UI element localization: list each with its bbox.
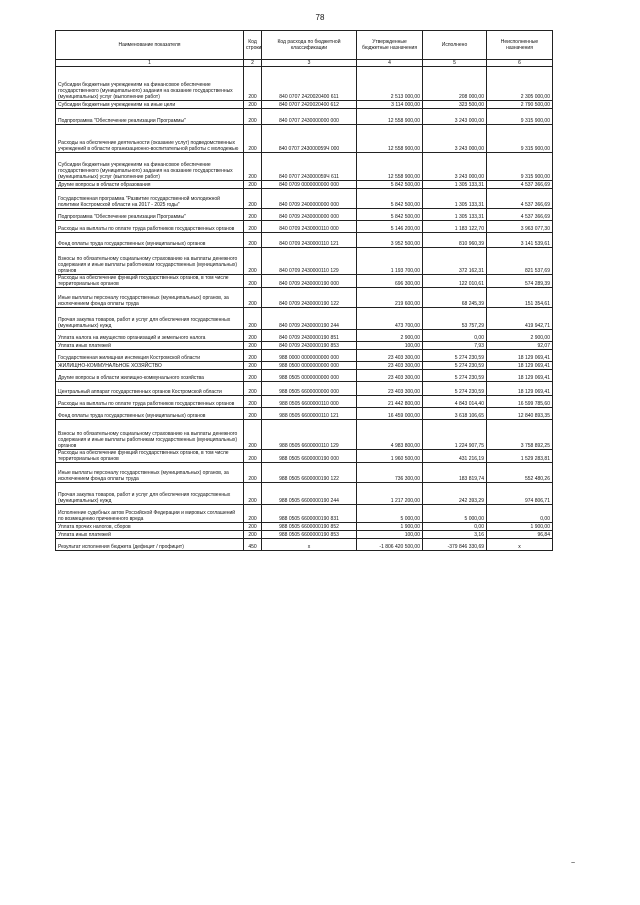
row-name: Расходы на обеспечение функций государственных органов, в том числе территориальных органов (56, 450, 244, 463)
row-approved: 12 558 900,00 (357, 109, 423, 125)
row-executed: 1 224 907,75 (423, 420, 487, 450)
row-executed: 3 243 000,00 (423, 153, 487, 181)
column-number: 4 (357, 60, 423, 67)
row-unexecuted: 4 537 366,69 (487, 189, 553, 209)
table-row (56, 101, 553, 109)
row-name: Расходы на выплаты по оплате труда работников государственных органов (56, 396, 244, 408)
row-classification: 988 0500 0000000000 000 (262, 362, 357, 370)
table-row (56, 308, 553, 330)
row-classification: 840 0709 2430000110 000 (262, 221, 357, 233)
row-name: Уплата иных платежей (56, 531, 244, 539)
row-code: 200 (244, 275, 262, 288)
column-number: 5 (423, 60, 487, 67)
row-executed: 1 183 122,70 (423, 221, 487, 233)
row-name: Субсидии бюджетным учреждениям на финансовое обеспечение государственного (муниципального) задания на оказание государственных (муниципальных) услуг (выполнение работ) (56, 67, 244, 101)
row-code: 200 (244, 408, 262, 420)
row-code: 200 (244, 248, 262, 275)
row-approved: 5 842 500,00 (357, 209, 423, 221)
row-classification: 840 0709 2430000190 853 (262, 342, 357, 350)
row-approved: 1 960 500,00 (357, 450, 423, 463)
row-executed: -379 846 330,69 (423, 539, 487, 551)
table-body (56, 67, 553, 551)
table-row (56, 450, 553, 463)
table-row (56, 362, 553, 370)
row-classification: 988 0505 6600000190 852 (262, 523, 357, 531)
row-name: Прочая закупка товаров, работ и услуг для обеспечения государственных (муниципальных) нужд (56, 308, 244, 330)
row-name: Результат исполнения бюджета (дефицит / профицит) (56, 539, 244, 551)
table-row (56, 531, 553, 539)
table-row (56, 125, 553, 153)
table-row (56, 221, 553, 233)
row-classification: 840 0709 2430000190 122 (262, 288, 357, 308)
row-unexecuted: 0,00 (487, 505, 553, 523)
row-classification: 840 0707 2430000000 000 (262, 109, 357, 125)
table-row (56, 523, 553, 531)
row-unexecuted: 821 537,69 (487, 248, 553, 275)
row-classification: 840 0709 2430000190 244 (262, 308, 357, 330)
row-approved: 21 442 800,00 (357, 396, 423, 408)
row-approved: 23 403 300,00 (357, 362, 423, 370)
row-code: 200 (244, 370, 262, 382)
row-approved: 736 300,00 (357, 463, 423, 483)
row-code: 200 (244, 450, 262, 463)
row-executed: 0,00 (423, 330, 487, 342)
row-executed: 3,16 (423, 531, 487, 539)
row-classification: 988 0505 6600000190 244 (262, 483, 357, 505)
page-mark: ~ (571, 860, 576, 867)
row-name: Исполнение судебных актов Российской Федерации и мировых соглашений по возмещению причиненного вреда (56, 505, 244, 523)
row-code: 200 (244, 221, 262, 233)
row-code: 200 (244, 382, 262, 396)
table-row (56, 181, 553, 189)
row-executed: 1 305 133,31 (423, 209, 487, 221)
row-approved: 5 000,00 (357, 505, 423, 523)
row-executed: 53 757,29 (423, 308, 487, 330)
row-unexecuted: 12 840 893,35 (487, 408, 553, 420)
column-number: 6 (487, 60, 553, 67)
row-approved: 5 842 500,00 (357, 189, 423, 209)
row-name: Прочая закупка товаров, работ и услуг для обеспечения государственных (муниципальных) нужд (56, 483, 244, 505)
row-executed: 372 162,31 (423, 248, 487, 275)
row-name: Государственная программа "Развитие государственной молодежной политики Костромской области на 2017 - 2025 годы" (56, 189, 244, 209)
row-code: 200 (244, 362, 262, 370)
row-code: 200 (244, 420, 262, 450)
row-approved: 3 114 000,00 (357, 101, 423, 109)
row-classification: 840 0709 2430000190 000 (262, 275, 357, 288)
row-approved: 2 513 000,00 (357, 67, 423, 101)
row-code: 200 (244, 531, 262, 539)
row-name: Другие вопросы в области образования (56, 181, 244, 189)
row-classification: 840 0709 0000000000 000 (262, 181, 357, 189)
header-code: Код строки (244, 31, 262, 60)
row-executed: 68 245,39 (423, 288, 487, 308)
row-unexecuted: 1 529 283,81 (487, 450, 553, 463)
column-number: 2 (244, 60, 262, 67)
row-executed: 5 274 230,59 (423, 370, 487, 382)
row-unexecuted: x (487, 539, 553, 551)
row-code: 200 (244, 209, 262, 221)
row-name: Взносы по обязательному социальному страхованию на выплаты денежного содержания и иные выплаты работникам государственных (муниципальных) органов (56, 248, 244, 275)
row-executed: 810 960,39 (423, 233, 487, 248)
row-executed: 3 243 000,00 (423, 125, 487, 153)
row-unexecuted: 419 942,71 (487, 308, 553, 330)
row-classification: 988 0505 0000000000 000 (262, 370, 357, 382)
row-classification: 840 0709 2430000190 851 (262, 330, 357, 342)
row-executed: 3 243 000,00 (423, 109, 487, 125)
row-approved: 3 952 500,00 (357, 233, 423, 248)
row-classification: 840 0709 2430000110 121 (262, 233, 357, 248)
table-row (56, 109, 553, 125)
header-classification: Код расхода по бюджетной классификации (262, 31, 357, 60)
row-unexecuted: 3 141 539,61 (487, 233, 553, 248)
row-name: Уплата налога на имущество организаций и земельного налога (56, 330, 244, 342)
row-classification: 840 0707 2420020400 611 (262, 67, 357, 101)
column-number: 3 (262, 60, 357, 67)
header-executed: Исполнено (423, 31, 487, 60)
row-approved: 219 600,00 (357, 288, 423, 308)
table-row (56, 330, 553, 342)
row-unexecuted: 92,07 (487, 342, 553, 350)
row-executed: 5 274 230,59 (423, 362, 487, 370)
row-classification: 988 0505 6600000110 121 (262, 408, 357, 420)
row-classification: 988 0505 6600000000 000 (262, 382, 357, 396)
row-code: 200 (244, 233, 262, 248)
row-executed: 5 000,00 (423, 505, 487, 523)
row-executed: 4 843 014,40 (423, 396, 487, 408)
row-name: Уплата прочих налогов, сборов (56, 523, 244, 531)
row-executed: 5 274 230,59 (423, 382, 487, 396)
row-unexecuted: 18 129 069,41 (487, 370, 553, 382)
row-executed: 3 618 106,65 (423, 408, 487, 420)
row-code: 200 (244, 288, 262, 308)
row-classification: 988 0505 6600000110 000 (262, 396, 357, 408)
row-code: 200 (244, 181, 262, 189)
row-code: 200 (244, 350, 262, 362)
row-approved: 1 193 700,00 (357, 248, 423, 275)
row-name: Расходы на обеспечение функций государственных органов, в том числе территориальных органов (56, 275, 244, 288)
table-row (56, 189, 553, 209)
row-code: 200 (244, 523, 262, 531)
row-approved: 473 700,00 (357, 308, 423, 330)
row-executed: 1 305 133,31 (423, 189, 487, 209)
row-executed: 183 819,74 (423, 463, 487, 483)
row-unexecuted: 18 129 069,41 (487, 350, 553, 362)
row-code: 200 (244, 67, 262, 101)
header-row (56, 31, 553, 60)
page-number: 78 (315, 13, 325, 22)
row-unexecuted: 974 806,71 (487, 483, 553, 505)
row-executed: 122 010,61 (423, 275, 487, 288)
row-name: ЖИЛИЩНО-КОММУНАЛЬНОЕ ХОЗЯЙСТВО (56, 362, 244, 370)
row-approved: 12 558 900,00 (357, 153, 423, 181)
header-unexecuted: Неисполненные назначения (487, 31, 553, 60)
row-name: Субсидии бюджетным учреждениям на иные цели (56, 101, 244, 109)
table-row (56, 67, 553, 101)
table-row (56, 408, 553, 420)
row-executed: 431 216,19 (423, 450, 487, 463)
table-row (56, 248, 553, 275)
row-executed: 323 500,00 (423, 101, 487, 109)
row-unexecuted: 1 900,00 (487, 523, 553, 531)
row-name: Субсидии бюджетным учреждениям на финансовое обеспечение государственного (муниципального) задания на оказание государственных (муниципальных) услуг (выполнение работ) (56, 153, 244, 181)
budget-execution-table (55, 30, 553, 551)
row-name: Подпрограмма "Обеспечение реализации Программы" (56, 109, 244, 125)
table-row (56, 275, 553, 288)
row-approved: 1 900,00 (357, 523, 423, 531)
row-classification: 840 0707 243000059Ч 611 (262, 153, 357, 181)
row-code: 200 (244, 109, 262, 125)
row-name: Расходы на выплаты по оплате труда работников государственных органов (56, 221, 244, 233)
row-classification: 988 0505 6600000190 831 (262, 505, 357, 523)
table-row (56, 505, 553, 523)
row-name: Уплата иных платежей (56, 342, 244, 350)
table-row (56, 350, 553, 362)
table-row (56, 420, 553, 450)
row-executed: 0,00 (423, 523, 487, 531)
row-name: Расходы на обеспечение деятельности (оказание услуг) подведомственных учреждений в области организационно-воспитательной работы с молодежью (56, 125, 244, 153)
row-approved: 100,00 (357, 531, 423, 539)
table-row (56, 483, 553, 505)
row-name: Иные выплаты персоналу государственных (муниципальных) органов, за исключением фонда оплаты труда (56, 288, 244, 308)
row-name: Фонд оплаты труда государственных (муниципальных) органов (56, 408, 244, 420)
row-code: 200 (244, 308, 262, 330)
row-code: 450 (244, 539, 262, 551)
row-unexecuted: 18 129 069,41 (487, 362, 553, 370)
row-approved: 23 403 300,00 (357, 350, 423, 362)
row-approved: 12 558 900,00 (357, 125, 423, 153)
table-row (56, 342, 553, 350)
table-row (56, 209, 553, 221)
row-approved: 1 217 200,00 (357, 483, 423, 505)
row-name: Взносы по обязательному социальному страхованию на выплаты денежного содержания и иные выплаты работникам государственных (муниципальных) органов (56, 420, 244, 450)
row-unexecuted: 574 289,39 (487, 275, 553, 288)
row-code: 200 (244, 483, 262, 505)
table-row (56, 396, 553, 408)
row-name: Государственная жилищная инспекция Костромской области (56, 350, 244, 362)
row-executed: 1 305 133,31 (423, 181, 487, 189)
row-approved: 696 300,00 (357, 275, 423, 288)
row-name: Другие вопросы в области жилищно-коммунального хозяйства (56, 370, 244, 382)
row-unexecuted: 9 315 900,00 (487, 109, 553, 125)
row-unexecuted: 16 599 785,60 (487, 396, 553, 408)
row-code: 200 (244, 153, 262, 181)
table-row (56, 233, 553, 248)
row-unexecuted: 151 354,61 (487, 288, 553, 308)
row-code: 200 (244, 101, 262, 109)
table-row (56, 382, 553, 396)
row-unexecuted: 2 900,00 (487, 330, 553, 342)
row-executed: 208 000,00 (423, 67, 487, 101)
row-approved: 23 403 300,00 (357, 382, 423, 396)
header-approved: Утвержденные бюджетные назначения (357, 31, 423, 60)
table-row (56, 370, 553, 382)
row-classification: 988 0505 6600000190 000 (262, 450, 357, 463)
row-unexecuted: 18 129 069,41 (487, 382, 553, 396)
row-unexecuted: 552 480,26 (487, 463, 553, 483)
row-unexecuted: 9 315 900,00 (487, 125, 553, 153)
row-approved: -1 806 420 500,00 (357, 539, 423, 551)
row-approved: 16 459 000,00 (357, 408, 423, 420)
row-classification: 840 0707 2420020400 612 (262, 101, 357, 109)
row-approved: 5 146 200,00 (357, 221, 423, 233)
row-name: Иные выплаты персоналу государственных (муниципальных) органов, за исключением фонда оплаты труда (56, 463, 244, 483)
row-classification: 840 0709 2430000000 000 (262, 209, 357, 221)
row-classification: 840 0707 243000059Ч 000 (262, 125, 357, 153)
row-name: Подпрограмма "Обеспечение реализации Программы" (56, 209, 244, 221)
row-executed: 5 274 230,59 (423, 350, 487, 362)
row-approved: 5 842 500,00 (357, 181, 423, 189)
row-classification: 840 0709 2430000110 129 (262, 248, 357, 275)
row-unexecuted: 3 963 077,30 (487, 221, 553, 233)
row-name: Фонд оплаты труда государственных (муниципальных) органов (56, 233, 244, 248)
row-code: 200 (244, 505, 262, 523)
row-code: 200 (244, 463, 262, 483)
row-executed: 7,93 (423, 342, 487, 350)
row-classification: 988 0000 0000000000 000 (262, 350, 357, 362)
row-code: 200 (244, 396, 262, 408)
row-code: 200 (244, 342, 262, 350)
row-classification: 988 0505 6600000190 122 (262, 463, 357, 483)
column-number-row (56, 60, 553, 67)
row-code: 200 (244, 125, 262, 153)
row-classification: 988 0505 6600000110 129 (262, 420, 357, 450)
row-classification: 840 0709 2400000000 000 (262, 189, 357, 209)
table-row (56, 288, 553, 308)
row-unexecuted: 4 537 366,69 (487, 209, 553, 221)
row-unexecuted: 4 537 366,69 (487, 181, 553, 189)
row-approved: 100,00 (357, 342, 423, 350)
row-unexecuted: 2 790 500,00 (487, 101, 553, 109)
row-unexecuted: 96,84 (487, 531, 553, 539)
row-approved: 2 900,00 (357, 330, 423, 342)
row-code: 200 (244, 189, 262, 209)
row-unexecuted: 9 315 900,00 (487, 153, 553, 181)
row-classification: x (262, 539, 357, 551)
row-unexecuted: 2 305 000,00 (487, 67, 553, 101)
header-name: Наименование показателя (56, 31, 244, 60)
row-approved: 4 983 800,00 (357, 420, 423, 450)
row-name: Центральный аппарат государственных органов Костромской области (56, 382, 244, 396)
row-classification: 988 0505 6600000190 853 (262, 531, 357, 539)
row-code: 200 (244, 330, 262, 342)
table-row (56, 153, 553, 181)
table-row (56, 539, 553, 551)
row-executed: 242 393,29 (423, 483, 487, 505)
table-row (56, 463, 553, 483)
row-approved: 23 403 300,00 (357, 370, 423, 382)
row-unexecuted: 3 758 892,25 (487, 420, 553, 450)
column-number: 1 (56, 60, 244, 67)
